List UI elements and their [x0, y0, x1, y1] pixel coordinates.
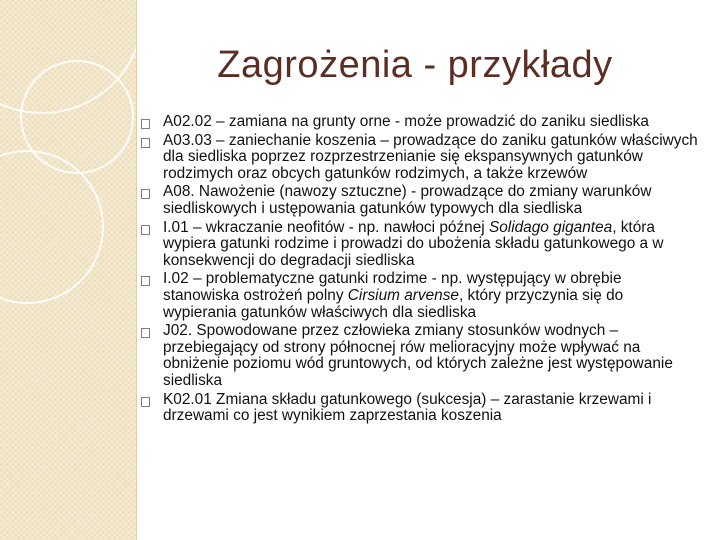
empty-square-icon	[141, 276, 150, 286]
text-segment: , która wypiera gatunki rodzime i prowadzi do ubożenia składu gatunkowego a w konsekwencji do degradacji siedliska	[163, 218, 664, 269]
empty-square-icon	[141, 119, 150, 129]
list-item	[141, 184, 701, 217]
empty-square-icon	[141, 225, 150, 235]
text-segment: I.02 – problematyczne gatunki rodzime - np. występujący w obrębie stanowiska ostrożeń polny	[163, 270, 622, 304]
list-item-text: A08. Nawożenie (nawozy sztuczne) - prowadzące do zmiany warunków siedliskowych i ustępowania gatunków typowych dla siedliska	[163, 183, 652, 217]
bullet-list	[141, 114, 701, 427]
list-item-text	[163, 219, 664, 269]
empty-square-icon	[141, 138, 150, 148]
empty-square-icon	[141, 328, 150, 338]
list-item	[141, 392, 701, 425]
list-item-text: K02.01 Zmiana składu gatunkowego (sukcesja) – zarastanie krzewami i drzewami co jest wynikiem zaprzestania koszenia	[163, 390, 652, 425]
list-item	[141, 323, 701, 389]
text-segment: , który przyczynia się do wypierania gatunków właściwych dla siedliska	[163, 286, 624, 321]
slide-title: Zagrożenia - przykłady	[217, 44, 613, 86]
list-item-text: A02.02 – zamiana na grunty orne - może prowadzić do zaniku siedliska	[163, 113, 649, 130]
species-name: Solidago gigantea	[488, 218, 613, 236]
list-item	[141, 271, 701, 321]
decorative-circle	[0, 150, 104, 304]
list-item	[141, 114, 701, 131]
list-item-text: J02. Spowodowane przez człowieka zmiany stosunków wodnych – przebiegający od strony północnej rów melioracyjny może wpływać na obniżenie poziomu wód gruntowych, od których zależne jest występowanie siedliska	[163, 322, 673, 389]
list-item-text: A03.03 – zaniechanie koszenia – prowadzące do zaniku gatunków właściwych dla siedliska poprzez rozprzestrzenianie się ekspansywnych gatunków rodzimych oraz obcych gatunków rodzimych, a także krzewów	[163, 131, 698, 182]
list-item	[141, 220, 701, 270]
list-item	[141, 133, 701, 183]
empty-square-icon	[141, 189, 150, 199]
decorative-side-strip	[0, 0, 136, 540]
species-name: Cirsium arvense	[347, 286, 459, 304]
empty-square-icon	[141, 397, 150, 407]
list-item-text	[163, 270, 623, 320]
text-segment: I.01 – wkraczanie neofitów - np. nawłoci późnej	[163, 218, 489, 236]
